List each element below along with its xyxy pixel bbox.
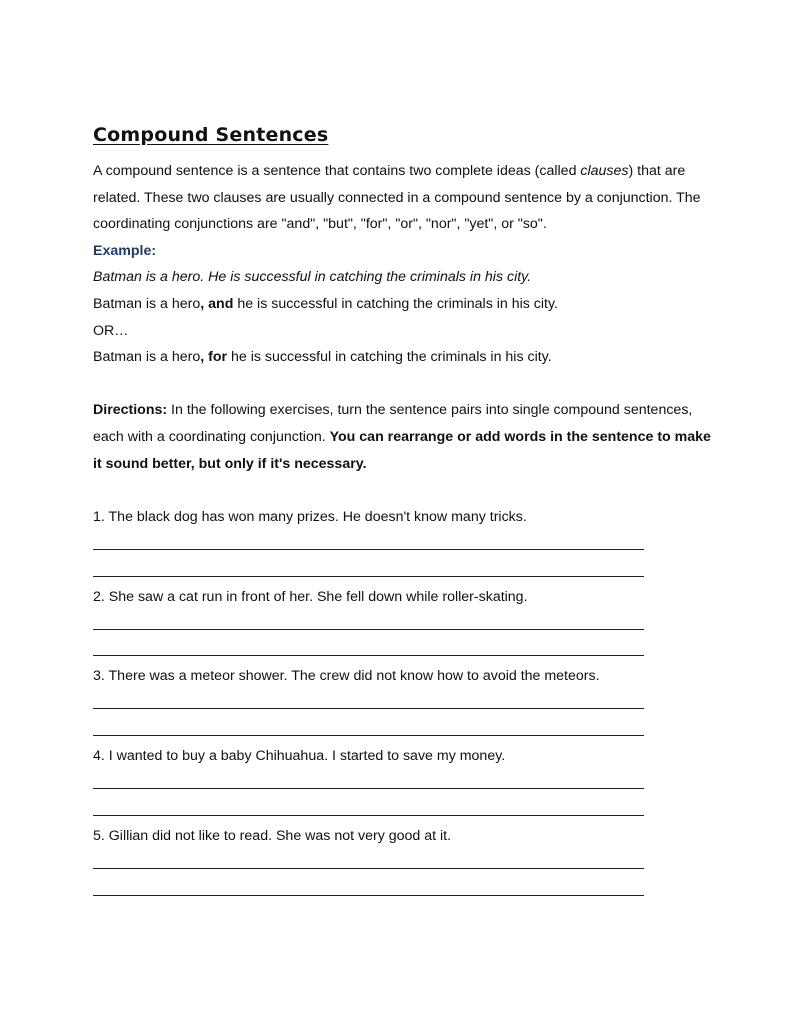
answer-line[interactable]	[93, 530, 644, 557]
exercise-item-3	[93, 663, 713, 743]
spacer	[93, 477, 713, 504]
answer-line[interactable]	[93, 876, 644, 903]
exercise-list	[93, 504, 713, 903]
intro-paragraph	[93, 158, 713, 238]
example-v1-start: Batman is a hero	[93, 295, 201, 312]
answer-line[interactable]	[93, 637, 644, 664]
answer-line[interactable]	[93, 716, 644, 743]
example-v1-end: he is successful in catching the criminals in his city.	[233, 295, 558, 312]
directions-bold-text: You can rearrange or add words in the sentence to make it sound better, but only if it's necessary.	[93, 428, 711, 472]
answer-line[interactable]	[93, 770, 644, 797]
example-v2-end: he is successful in catching the criminals in his city.	[227, 349, 552, 366]
exercise-prompt: 1. The black dog has won many prizes. He doesn't know many tricks.	[93, 508, 527, 525]
page-title: Compound Sentences	[93, 124, 329, 146]
example-variant-2	[93, 344, 713, 371]
example-or: OR…	[93, 322, 129, 339]
spacer	[93, 371, 713, 398]
answer-line[interactable]	[93, 690, 644, 717]
exercise-prompt: 5. Gillian did not like to read. She was not very good at it.	[93, 827, 452, 844]
answer-line[interactable]	[93, 849, 644, 876]
answer-line[interactable]	[93, 610, 644, 637]
example-original	[93, 264, 713, 291]
exercise-item-4	[93, 743, 713, 823]
exercise-prompt: 4. I wanted to buy a baby Chihuahua. I started to save my money.	[93, 748, 506, 765]
example-variant-1	[93, 291, 713, 318]
example-v2-conjunction: , for	[200, 349, 228, 366]
intro-text-2: ) that are related. These two clauses are usually connected in a compound sentence by a conjunction. The coordinating conjunctions are "and", "but", "for", "or", "nor", "yet", or "so".	[93, 163, 701, 233]
answer-line[interactable]	[93, 796, 644, 823]
example-v1-conjunction: , and	[200, 295, 234, 312]
intro-text-1: A compound sentence is a sentence that contains two complete ideas (called	[93, 163, 581, 179]
worksheet	[93, 118, 713, 903]
exercise-prompt: 2. She saw a cat run in front of her. She fell down while roller-skating.	[93, 588, 528, 605]
exercise-item-5	[93, 823, 713, 903]
answer-line[interactable]	[93, 557, 644, 584]
directions-text: In the following exercises, turn the sentence pairs into single compound sentences, each with a coordinating conjunction.	[93, 402, 693, 445]
directions-paragraph	[93, 397, 713, 477]
example-label: Example:	[93, 242, 157, 259]
exercise-item-1	[93, 504, 713, 584]
directions-label: Directions:	[93, 402, 168, 419]
exercise-item-2	[93, 584, 713, 664]
example-v2-start: Batman is a hero	[93, 349, 201, 366]
intro-italic-term: clauses	[580, 163, 629, 179]
exercise-prompt: 3. There was a meteor shower. The crew did not know how to avoid the meteors.	[93, 668, 600, 685]
example-original-text: Batman is a hero. He is successful in catching the criminals in his city.	[93, 269, 532, 286]
